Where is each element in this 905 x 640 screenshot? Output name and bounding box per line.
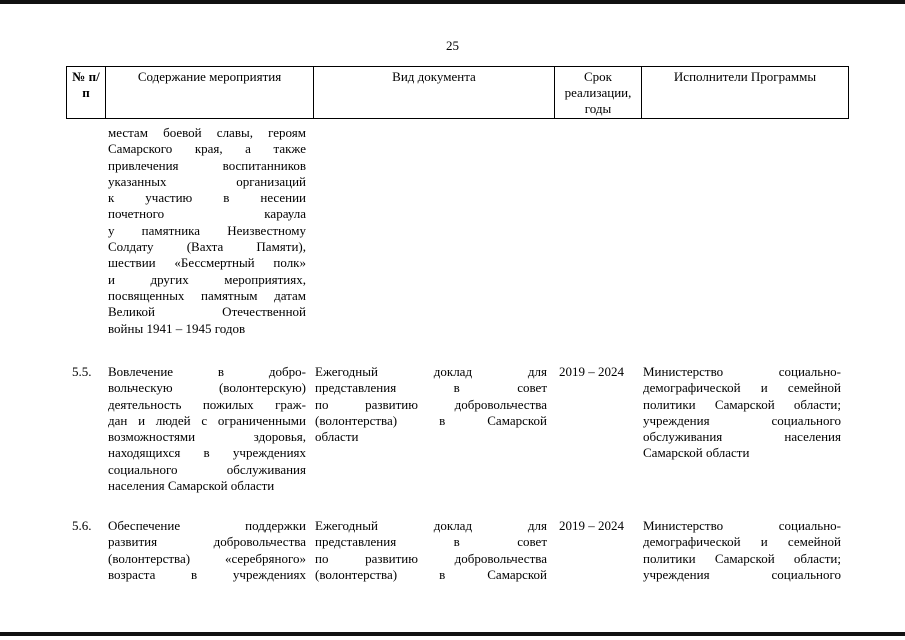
text-line: учреждения социального xyxy=(643,566,841,582)
text-line: социального обслуживания xyxy=(108,461,306,477)
text-line: политики Самарской области; xyxy=(643,396,841,412)
text-line: Солдату (Вахта Памяти), xyxy=(108,239,306,255)
text-line: Ежегодный доклад для xyxy=(315,518,547,533)
row-number: 5.6. xyxy=(72,518,92,533)
text-line: и других мероприятиях, xyxy=(108,271,306,287)
row-document-type xyxy=(315,518,547,583)
text-line: обслуживания населения xyxy=(643,429,841,445)
text-line: привлечения воспитанников xyxy=(108,157,306,173)
text-line: представления в совет xyxy=(315,380,547,396)
text-line: Самарского края, а также xyxy=(108,141,306,157)
row-years: 2019 – 2024 xyxy=(559,364,624,379)
row-executors xyxy=(643,518,841,583)
row-number: 5.5. xyxy=(72,364,92,379)
text-line: вольческую (волонтерскую) xyxy=(108,380,306,396)
row-years: 2019 – 2024 xyxy=(559,518,624,533)
row-content xyxy=(108,518,306,583)
scan-bottom-edge xyxy=(0,632,905,636)
text-line: Министерство социально- xyxy=(643,364,841,379)
text-line: деятельность пожилых граж- xyxy=(108,396,306,412)
text-line: представления в совет xyxy=(315,534,547,550)
text-line: учреждения социального xyxy=(643,412,841,428)
text-line: Самарской области xyxy=(643,445,750,461)
text-line: находящихся в учреждениях xyxy=(108,445,306,461)
page-number: 25 xyxy=(446,38,459,53)
table-header xyxy=(66,66,849,119)
header-document-type: Вид документа xyxy=(314,67,555,119)
text-line: Ежегодный доклад для xyxy=(315,364,547,379)
text-line: Обеспечение поддержки xyxy=(108,518,306,533)
text-line: Вовлечение в добро- xyxy=(108,364,306,379)
scan-top-edge xyxy=(0,0,905,4)
text-line: демографической и семейной xyxy=(643,534,841,550)
text-line: возраста в учреждениях xyxy=(108,566,306,582)
text-line: по развитию добровольчества xyxy=(315,396,547,412)
text-line: к участию в несении xyxy=(108,190,306,206)
text-line: возможностями здоровья, xyxy=(108,429,306,445)
text-line: (волонтерства) в Самарской xyxy=(315,566,547,582)
text-line: посвященных памятным датам xyxy=(108,287,306,303)
text-line: населения Самарской области xyxy=(108,478,275,494)
row-content xyxy=(108,364,306,494)
text-line: указанных организаций xyxy=(108,173,306,189)
row-document-type xyxy=(315,364,547,445)
header-executors: Исполнители Программы xyxy=(642,67,849,119)
header-content: Содержание мероприятия xyxy=(106,67,314,119)
text-line: демографической и семейной xyxy=(643,380,841,396)
continuation-text xyxy=(108,125,306,337)
header-term: Срок реализации, годы xyxy=(555,67,642,119)
text-line: по развитию добровольчества xyxy=(315,550,547,566)
text-line: развития добровольчества xyxy=(108,534,306,550)
header-number: № п/п xyxy=(67,67,106,119)
text-line: дан и людей с ограниченными xyxy=(108,412,306,428)
text-line: местам боевой славы, героям xyxy=(108,125,306,140)
text-line: (волонтерства) в Самарской xyxy=(315,412,547,428)
text-line: политики Самарской области; xyxy=(643,550,841,566)
text-line: шествии «Бессмертный полк» xyxy=(108,255,306,271)
text-line: (волонтерства) «серебряного» xyxy=(108,550,306,566)
text-line: у памятника Неизвестному xyxy=(108,222,306,238)
row-executors xyxy=(643,364,841,462)
text-line: почетного караула xyxy=(108,206,306,222)
text-line: области xyxy=(315,429,359,445)
text-line: Министерство социально- xyxy=(643,518,841,533)
text-line: Великой Отечественной xyxy=(108,304,306,320)
text-line: войны 1941 – 1945 годов xyxy=(108,320,246,336)
